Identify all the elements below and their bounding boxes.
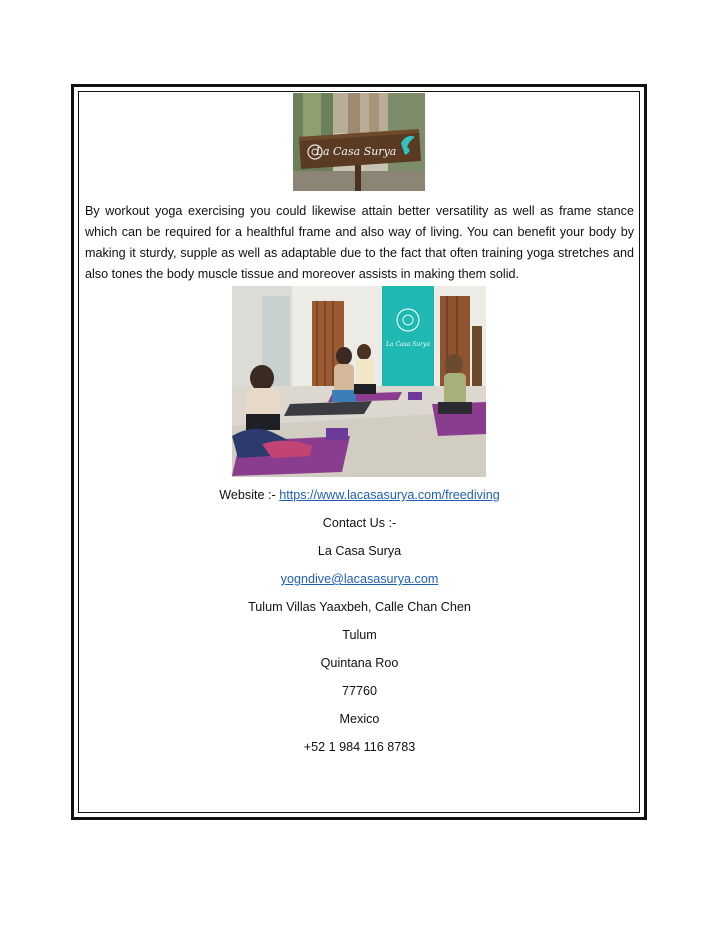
photo-banner-text: La Casa Surya <box>385 341 431 348</box>
address-postal-code: 77760 <box>341 684 378 698</box>
intro-paragraph: By workout yoga exercising you could likewise attain better versatility as well as frame stance which can be required for a healthful frame and also way of living. You can benefit your body by making it sturdy, supple as well as adaptable due to the fact that often training yoga stretches and also tones the body muscle tissue and moreover assists in making them solid. <box>85 204 634 281</box>
website-link[interactable]: https://www.lacasasurya.com/freediving <box>279 488 500 502</box>
yoga-class-photo <box>232 286 486 477</box>
la-casa-surya-logo-image <box>293 93 425 191</box>
address-city: Tulum <box>342 628 377 642</box>
phone-number: +52 1 984 116 8783 <box>303 740 416 754</box>
address-country: Mexico <box>339 712 380 726</box>
contact-us-heading: Contact Us :- <box>322 516 397 530</box>
address-state: Quintana Roo <box>320 656 399 670</box>
business-name: La Casa Surya <box>317 544 402 558</box>
address-street: Tulum Villas Yaaxbeh, Calle Chan Chen <box>248 600 471 614</box>
website-label: Website :- <box>219 488 280 502</box>
email-line <box>78 572 641 586</box>
website-line <box>78 488 641 502</box>
logo-sign-text: La Casa Surya <box>315 145 397 158</box>
email-link[interactable]: yogndive@lacasasurya.com <box>280 572 439 586</box>
